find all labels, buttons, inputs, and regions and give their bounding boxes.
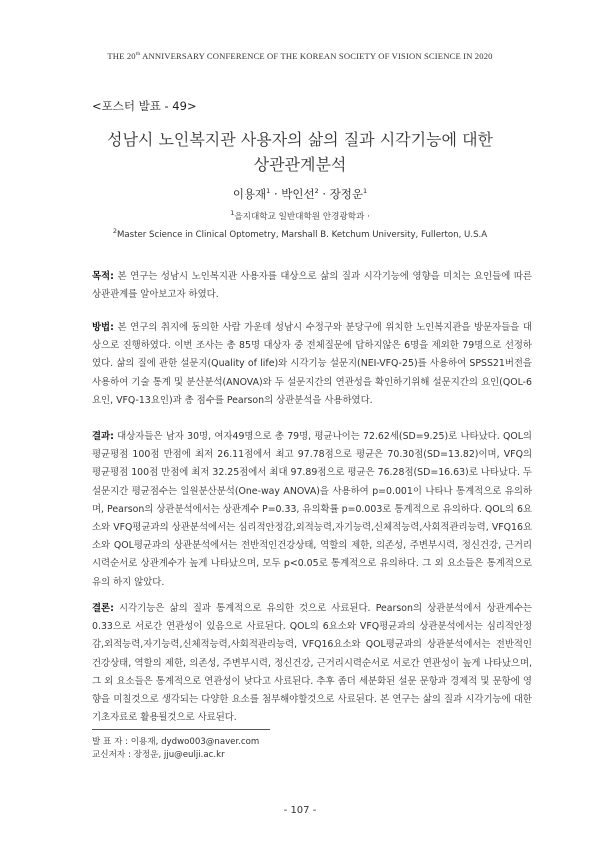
- method-section: [92, 319, 532, 410]
- affiliation-1-text: 을지대학교 일반대학원 안경광학과 ·: [234, 211, 370, 222]
- purpose-section: [92, 268, 532, 304]
- affiliation-2-mark: 2: [112, 227, 117, 235]
- result-text: 대상자들은 남자 30명, 여자49명으로 총 79명, 평균나이는 72.62세(SD=9.25)로 나타났다. QOL의 평균평점 100점 만점에 최저 26.11점에서 최고 97.78점으로 평균은 70.30점(SD=13.82)이며, VFQ의 평균평점 100점 만점에 최저 32.25점에서 최대 97.89점으로 평균은 76.28점(SD=16.63)로 나타났다. 두 설문지간 평균점수는 일원분산분석(One-way ANOVA)을 사용하여 p=0.001이 나타나 통계적으로 유의하며, Pearson의 상관분석에서는 상관계수 P=0.33, 유의확률 p=0.003로 통계적으로 유의하다. QOL의 6요소와 VFQ평균과의 상관분석에서는 심리적안정감,외적능력,자기능력,신체적능력,사회적관리능력, VFQ16요소와 QOL평균과의 상관분석에서는 전반적인건강상태, 역할의 제한, 의존성, 주변부시력, 정신건강, 근거리시력순서로 상관계수가 높게 나타났으며, 모두 p<0.05로 통계적으로 유의하다. 그 외 요소들은 통계적으로 유의 하지 않았다.: [92, 431, 532, 588]
- author-list: [0, 186, 600, 202]
- conclusion-text: 시각기능은 삶의 질과 통계적으로 유의한 것으로 사료된다. Pearson의 상관분석에서 상관계수는 0.33으로 서로간 연관성이 있음으로 사료된다. QOL의 6요소와 VFQ평균과의 상관분석에서는 심리적안정감,외적능력,자기능력,신체적능력,사회적관리능력, VFQ16요소와 QOL평균과의 상관분석에서는 전반적인건강상태, 역할의 제한, 의존성, 주변부시력, 정신건강, 근거리시력순서로 서로간 연관성이 높게 나타났으며, 그 외 요소들은 통계적으로 연관성이 낮다고 사료된다. 추후 좀더 세분화된 설문 문항과 경제적 및 문항에 영향을 미칠것으로 생각되는 다양한 요소를 첨부해야할것으로 사료된다. 본 연구는 삶의 질과 시각기능에 대한 기초자료로 활용될것으로 사료된다.: [92, 603, 532, 724]
- footnote-corresponding-author: 교신저자 : 장정운, jju@eulji.ac.kr: [92, 750, 225, 760]
- conference-header-pre: THE 20: [107, 51, 136, 61]
- affiliation-1: [0, 209, 600, 222]
- author-1-affiliation-mark: 1: [266, 187, 271, 196]
- conclusion-label: 결론:: [92, 603, 114, 614]
- conference-header-post: ANNIVERSARY CONFERENCE OF THE KOREAN SOCIETY OF VISION SCIENCE IN 2020: [140, 51, 493, 61]
- method-label: 방법:: [92, 322, 114, 333]
- method-text: 본 연구의 취지에 동의한 사람 가운데 성남시 수정구와 분당구에 위치한 노인복지관을 방문자들을 대상으로 진행하였다. 이번 조사는 총 85명 대상자 중 전체질문에 답하지않은 6명을 제외한 79명으로 선정하였다. 삶의 질에 관한 설문지(Quality of life)와 시각기능 설문지(NEI-VFQ-25)를 사용하여 SPSS21버전을 사용하여 기술 통계 및 분산분석(ANOVA)와 두 설문지간의 연관성을 확인하기위해 설문지간의 요인(QOL-6요인, VFQ-13요인)과 총 점수를 Pearson의 상관분석을 사용하였다.: [92, 322, 532, 406]
- author-3-affiliation-mark: 1: [363, 187, 368, 196]
- affiliation-2: [0, 227, 600, 240]
- author-3: 장정운: [329, 187, 364, 201]
- purpose-text: 본 연구는 성남시 노인복지관 사용자를 대상으로 삶의 질과 시각기능에 영향을 미치는 요인들에 따른 상관관계를 알아보고자 하였다.: [92, 271, 532, 301]
- author-separator: ·: [318, 187, 330, 201]
- author-separator: ·: [270, 187, 282, 201]
- footnote-divider: [92, 729, 270, 730]
- purpose-label: 목적:: [92, 271, 114, 282]
- footnote-presenter: 발 표 자 : 이용재, dydwo003@naver.com: [92, 737, 260, 747]
- result-label: 결과:: [92, 431, 114, 442]
- session-label: <포스터 발표 - 49>: [92, 99, 197, 113]
- affiliation-1-mark: 1: [230, 209, 235, 217]
- page-number: - 107 -: [283, 805, 317, 816]
- author-1: 이용재: [232, 187, 267, 201]
- affiliation-2-text: Master Science in Clinical Optometry, Marshall B. Ketchum University, Fullerton, U.S.A: [116, 229, 488, 240]
- conclusion-section: [92, 600, 532, 727]
- author-2: 박인선: [281, 187, 315, 201]
- author-2-affiliation-mark: 2: [314, 187, 319, 196]
- result-section: [92, 428, 532, 592]
- conference-header: [0, 51, 600, 61]
- paper-title-line-2: 상관관계분석: [253, 155, 347, 174]
- paper-title-line-1: 성남시 노인복지관 사용자의 삶의 질과 시각기능에 대한: [106, 130, 493, 149]
- paper-title: [0, 127, 600, 177]
- conference-header-sup: th: [135, 51, 141, 58]
